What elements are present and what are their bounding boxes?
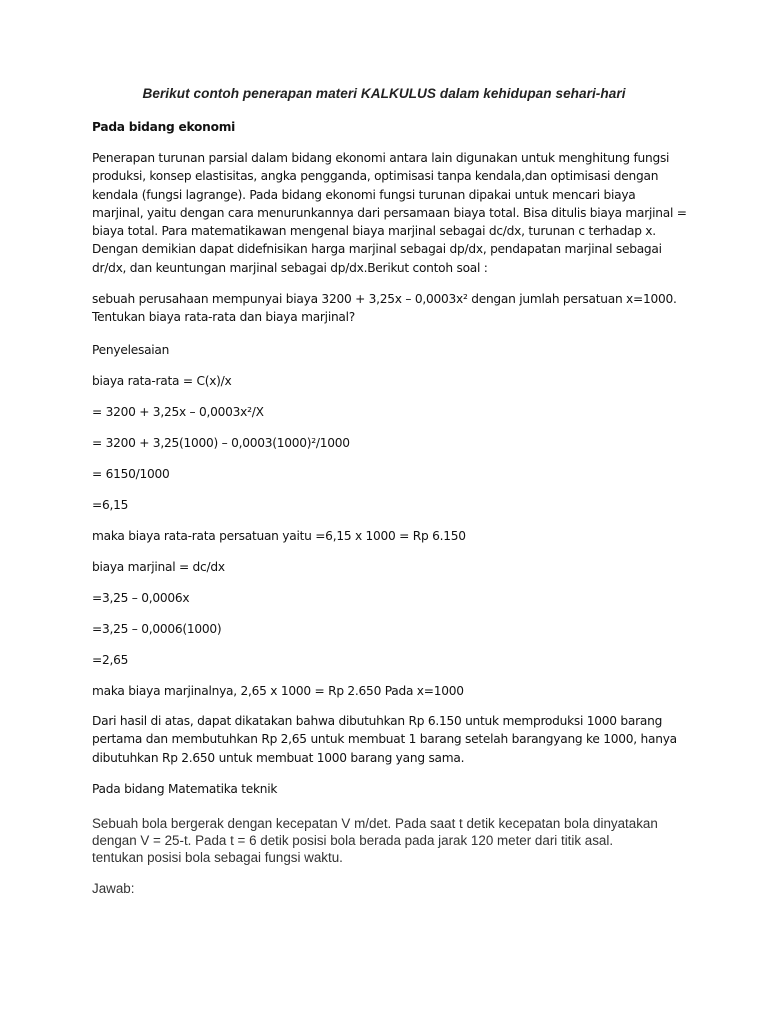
step-line: = 3200 + 3,25x – 0,0003x²/X xyxy=(92,405,264,419)
physics-problem-line: Sebuah bola bergerak dengan kecepatan V m/det. Pada saat t detik kecepatan bola dinyatakan xyxy=(92,816,658,831)
intro-line: marjinal, yaitu dengan cara menurunkannya dari persamaan biaya total. Bisa ditulis biaya marjinal = xyxy=(92,205,687,220)
solution-heading: Penyelesaian xyxy=(92,343,170,357)
intro-line: biaya total. Para matematikawan mengenal biaya marjinal sebagai dc/dx, turunan c terhadap x. xyxy=(92,224,656,239)
step-line: = 3200 + 3,25(1000) – 0,0003(1000)²/1000 xyxy=(92,436,350,450)
problem-line: sebuah perusahaan mempunyai biaya 3200 + 3,25x – 0,0003x² dengan jumlah persatuan x=1000. xyxy=(92,292,677,306)
step-line: biaya marjinal = dc/dx xyxy=(92,560,225,574)
physics-problem-paragraph xyxy=(92,815,692,866)
step-line: maka biaya marjinalnya, 2,65 x 1000 = Rp 2.650 Pada x=1000 xyxy=(92,684,464,698)
step-line: =2,65 xyxy=(92,653,129,667)
intro-line: Penerapan turunan parsial dalam bidang ekonomi antara lain digunakan untuk menghitung fungsi xyxy=(92,151,670,165)
document-title: Berikut contoh penerapan materi KALKULUS dalam kehidupan sehari-hari xyxy=(142,86,626,101)
step-line: =3,25 – 0,0006(1000) xyxy=(92,622,222,636)
step-line: =6,15 xyxy=(92,498,129,512)
step-line: maka biaya rata-rata persatuan yaitu =6,15 x 1000 = Rp 6.150 xyxy=(92,529,466,543)
answer-label: Jawab: xyxy=(92,881,135,896)
conclusion-line: Dari hasil di atas, dapat dikatakan bahwa dibutuhkan Rp 6.150 untuk memproduksi 1000 barang xyxy=(92,714,663,728)
intro-line: Dengan demikian dapat didefnisikan harga marjinal sebagai dp/dx, pendapatan marjinal sebagai xyxy=(92,242,662,257)
conclusion-line: dibutuhkan Rp 2.650 untuk membuat 1000 barang yang sama. xyxy=(92,750,465,765)
step-line: = 6150/1000 xyxy=(92,467,170,481)
step-line: biaya rata-rata = C(x)/x xyxy=(92,374,232,388)
physics-problem-line: tentukan posisi bola sebagai fungsi waktu. xyxy=(92,850,343,865)
problem-line: Tentukan biaya rata-rata dan biaya marjinal? xyxy=(92,310,355,325)
intro-line: dr/dx, dan keuntungan marjinal sebagai dp/dx.Berikut contoh soal : xyxy=(92,260,488,275)
section-heading-matematika-teknik: Pada bidang Matematika teknik xyxy=(92,782,278,796)
step-line: =3,25 – 0,0006x xyxy=(92,591,190,605)
problem-paragraph xyxy=(92,290,692,327)
intro-paragraph xyxy=(92,149,692,277)
conclusion-paragraph xyxy=(92,712,692,767)
intro-line: produksi, konsep elastisitas, angka pengganda, optimisasi tanpa kendala,dan optimisasi dengan xyxy=(92,169,659,184)
intro-line: kendala (fungsi lagrange). Pada bidang ekonomi fungsi turunan dipakai untuk mencari biaya xyxy=(92,187,636,202)
physics-problem-line: dengan V = 25-t. Pada t = 6 detik posisi bola berada pada jarak 120 meter dari titik asal. xyxy=(92,833,614,848)
conclusion-line: pertama dan membutuhkan Rp 2,65 untuk membuat 1 barang setelah barangyang ke 1000, hanya xyxy=(92,732,677,747)
section-heading-ekonomi: Pada bidang ekonomi xyxy=(92,120,236,134)
